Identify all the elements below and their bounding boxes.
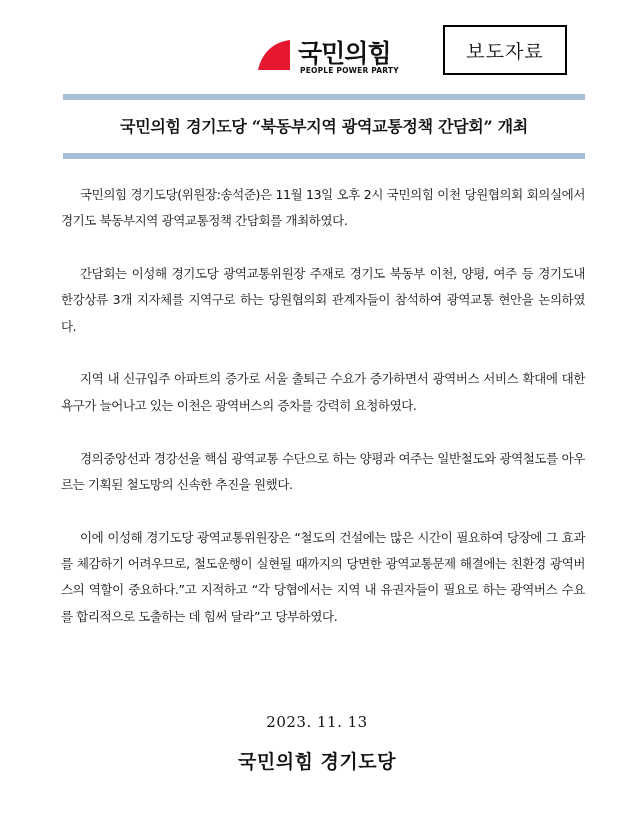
organization-name: 국민의힘 경기도당 — [238, 751, 396, 773]
press-release-label: 보도자료 — [443, 25, 567, 75]
logo-subtitle: PEOPLE POWER PARTY — [300, 66, 399, 75]
title-bottom-rule — [63, 153, 585, 159]
party-logo-icon — [254, 36, 294, 74]
release-date: 2023. 11. 13 — [266, 713, 368, 731]
paragraph: 간담회는 이성해 경기도당 광역교통위원장 주재로 경기도 북동부 이천, 양평, 여주 등 경기도내 한강상류 3개 지자체를 지역구로 하는 당원협의회 관계자들이 참석하여 광역교통 현안을 논의하였다. — [61, 266, 585, 334]
title-top-rule — [63, 94, 585, 100]
party-logo — [254, 28, 404, 78]
paragraph: 이에 이성해 경기도당 광역교통위원장은 “철도의 건설에는 많은 시간이 필요하여 당장에 그 효과를 체감하기 어려우므로, 철도운행이 실현될 때까지의 당면한 광역교통문제 해결에는 친환경 광역버스의 역할이 중요하다.”고 지적하고 “각 당협에서는 지역 내 유권자들이 필요로 하는 광역버스 수요를 합리적으로 도출하는 데 힘써 달라”고 당부하였다. — [61, 529, 585, 624]
paragraph: 국민의힘 경기도당(위원장:송석준)은 11월 13일 오후 2시 국민의힘 이천 당원협의회 회의실에서 경기도 북동부지역 광역교통정책 간담회를 개최하였다. — [61, 187, 585, 229]
document-body — [61, 182, 585, 656]
logo-name: 국민의힘 — [298, 39, 391, 68]
document-title: 국민의힘 경기도당 “북동부지역 광역교통정책 간담회” 개최 — [120, 117, 528, 136]
paragraph: 지역 내 신규입주 아파트의 증가로 서울 출퇴근 수요가 증가하면서 광역버스 서비스 확대에 대한 욕구가 늘어나고 있는 이천은 광역버스의 증차를 강력히 요청하였다. — [61, 371, 585, 413]
paragraph: 경의중앙선과 경강선을 핵심 광역교통 수단으로 하는 양평과 여주는 일반철도와 광역철도를 아우르는 기획된 철도망의 신속한 추진을 원했다. — [61, 450, 585, 492]
